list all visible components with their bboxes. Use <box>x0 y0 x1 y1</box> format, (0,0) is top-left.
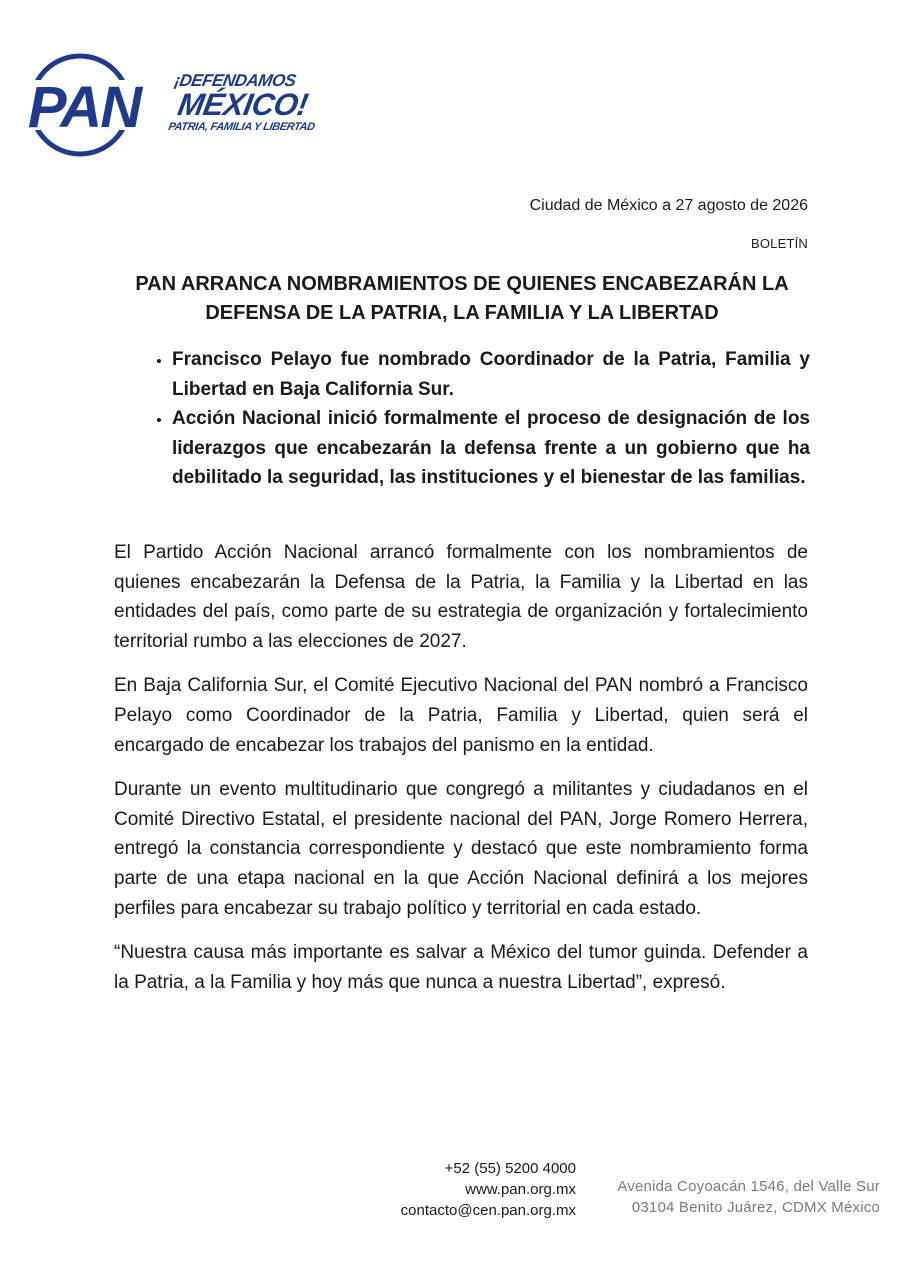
article-body <box>114 538 808 1012</box>
slogan-line2: MÉXICO! <box>175 87 311 122</box>
paragraph: Durante un evento multitudinario que congregó a militantes y ciudadanos en el Comité Directivo Estatal, el presidente nacional del PAN, Jorge Romero Herrera, entregó la constancia correspondiente y destacó que este nombramiento forma parte de una etapa nacional en la que Acción Nacional definirá a los mejores perfiles para encabezar su trabajo político y territorial en cada estado. <box>114 779 808 919</box>
logo-initials: PAN <box>27 75 141 140</box>
headline-line1: PAN ARRANCA NOMBRAMIENTOS DE QUIENES ENCABEZARÁN LA <box>135 273 789 295</box>
bullet-item: • Acción Nacional inició formalmente el proceso de designación de los liderazgos que encabezarán la defensa frente a un gobierno que ha debilitado la seguridad, las instituciones y el bienestar de las familias. <box>172 404 810 493</box>
headline <box>92 270 832 328</box>
bullet-item: • Francisco Pelayo fue nombrado Coordinador de la Patria, Familia y Libertad en Baja California Sur. <box>172 345 810 404</box>
footer-contact <box>401 1158 576 1221</box>
letterhead <box>14 50 314 170</box>
summary-bullets <box>114 345 810 493</box>
document-type: BOLETÍN <box>750 236 808 251</box>
phone-number: +52 (55) 5200 4000 <box>444 1160 576 1177</box>
slogan-line1: ¡DEFENDAMOS <box>172 71 298 90</box>
slogan-line3: PATRIA, FAMILIA Y LIBERTAD <box>167 121 316 133</box>
paragraph: “Nuestra causa más importante es salvar a México del tumor guinda. Defender a la Patria, a la Familia y hoy más que nunca a nuestra Libertad”, expresó. <box>114 942 808 993</box>
slogan-logo <box>162 72 326 152</box>
dateline: Ciudad de México a 27 agosto de 2026 <box>529 197 808 214</box>
address-line1: Avenida Coyoacán 1546, del Valle Sur <box>617 1178 880 1195</box>
paragraph: En Baja California Sur, el Comité Ejecutivo Nacional del PAN nombró a Francisco Pelayo como Coordinador de la Patria, Familia y Libertad, quien será el encargado de encabezar los trabajos del panismo en la entidad. <box>114 675 808 756</box>
paragraph: El Partido Acción Nacional arrancó formalmente con los nombramientos de quienes encabezarán la Defensa de la Patria, la Familia y la Libertad en las entidades del país, como parte de su estrategia de organización y fortalecimiento territorial rumbo a las elecciones de 2027. <box>114 542 808 652</box>
footer-address <box>617 1176 880 1218</box>
address-line2: 03104 Benito Juárez, CDMX México <box>631 1199 880 1216</box>
headline-line2: DEFENSA DE LA PATRIA, LA FAMILIA Y LA LIBERTAD <box>205 302 719 324</box>
website-link[interactable]: www.pan.org.mx <box>465 1181 576 1198</box>
email-link[interactable]: contacto@cen.pan.org.mx <box>400 1202 576 1219</box>
pan-logo <box>14 50 154 162</box>
